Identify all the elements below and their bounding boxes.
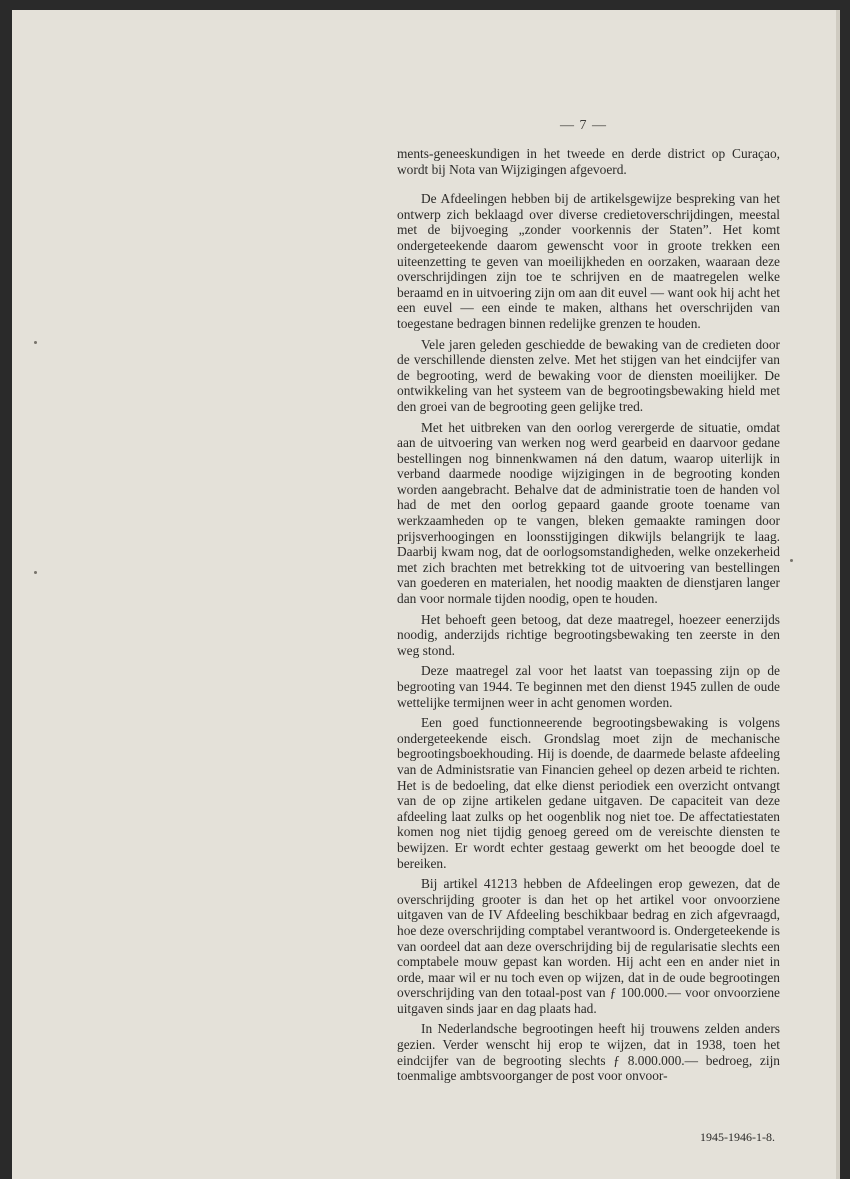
- document-page: [12, 10, 840, 1179]
- document-code: 1945-1946-1-8.: [700, 1130, 775, 1144]
- margin-mark: [34, 341, 37, 344]
- page-edge: [836, 10, 840, 1179]
- paragraph: In Nederlandsche begrootingen heeft hij trouwens zelden anders gezien. Verder wenscht hij erop te wijzen, dat in 1938, toen het eindcijfer van de begrooting slechts ƒ 8.000.000.— bedroeg, zijn toenmalige ambtsvoorganger de post voor onvoor-: [397, 1021, 780, 1084]
- paragraph: Vele jaren geleden geschiedde de bewaking van de credieten door de verschillende diensten zelve. Met het stijgen van het eindcijfer van de begrooting, werd de bewaking voor de diensten moeilijker. De ontwikkeling van het systeem van de begrootingsbewaking hield met den groei van de begrooting geen gelijke tred.: [397, 336, 780, 414]
- paragraph: Deze maatregel zal voor het laatst van toepassing zijn op de begrooting van 1944. Te beginnen met den dienst 1945 zullen de oude wettelijke termijnen weer in acht genomen worden.: [397, 663, 780, 710]
- paragraph: ments-geneeskundigen in het tweede en derde district op Curaçao, wordt bij Nota van Wijzigingen afgevoerd.: [397, 146, 780, 177]
- page-number: — 7 —: [560, 118, 607, 133]
- body-text: [397, 146, 780, 1089]
- margin-mark: [34, 571, 37, 574]
- paragraph: Het behoeft geen betoog, dat deze maatregel, hoezeer eenerzijds noodig, anderzijds richtige begrootingsbewaking ten zeerste in den weg stond.: [397, 611, 780, 658]
- paragraph: De Afdeelingen hebben bij de artikelsgewijze bespreking van het ontwerp zich beklaagd over diverse credietoverschrijdingen, meestal met de bijvoeging „zonder voorkennis der Staten”. Het komt ondergeteekende daarom gewenscht voor in groote trekken een uiteenzetting te geven van moeilijkheden en oorzaken, waaraan deze overschrijdingen zijn toe te schrijven en de maatregelen welke beraamd en in uitvoering zijn om aan dit euvel — want ook hij acht het een euvel — een einde te maken, althans het overschrijden van toegestane bedragen binnen redelijke grenzen te houden.: [397, 191, 780, 331]
- paragraph: Een goed functionneerende begrootingsbewaking is volgens ondergeteekende eisch. Grondslag moet zijn de mechanische begrootingsboekhouding. Hij is doende, de daarmede belaste afdeeling van de Administsratie van Financien geheel op dezen arbeid te richten. Het is de bedoeling, dat elke dienst periodiek een overzicht ontvangt van de op zijne artikelen gedane uitgaven. De capaciteit van deze afdeeling laat zulks op het oogenblik nog niet toe. De affectatiestaten komen nog niet tijdig genoeg gereed om de vereischte diensten te bewijzen. Er wordt echter gestaag gewerkt om het beoogde doel te bereiken.: [397, 715, 780, 871]
- margin-mark: [790, 559, 793, 562]
- paragraph: Bij artikel 41213 hebben de Afdeelingen erop gewezen, dat de overschrijding grooter is dan het op het artikel voor onvoorziene uitgaven van de IV Afdeeling beschikbaar bedrag en zich afgevraagd, hoe deze overschrijding comptabel verantwoord is. Ondergeteekende is van oordeel dat aan deze overschrijding bij de regularisatie slechts een comptabele mouw gepast kan worden. Hij acht een en ander niet in orde, maar wil er nu toch even op wijzen, dat in de oude begrootingen overschrijding van den totaal-post van ƒ 100.000.— voor onvoorziene uitgaven sinds jaar en dag plaats had.: [397, 876, 780, 1016]
- paragraph: Met het uitbreken van den oorlog verergerde de situatie, omdat aan de uitvoering van werken nog werd gearbeid en daarvoor gedane bestellingen nog binnenkwamen ná den datum, waarop uiterlijk in verband daarmede noodige wijzigingen in de begrooting konden worden aangebracht. Behalve dat de administratie toen de handen vol had de met den oorlog gepaard gaande groote toename van werkzaamheden op te vangen, bleken gemaakte ramingen door prijsverhoogingen en loonsstijgingen dikwijls belangrijk te laag. Daarbij kwam nog, dat de oorlogsomstandigheden, welke onzekerheid met zich brachten met betrekking tot de uitvoering van bestellingen van goederen en materialen, het noodig maakten de dienstjaren langer dan voor normale tijden noodig, open te houden.: [397, 419, 780, 607]
